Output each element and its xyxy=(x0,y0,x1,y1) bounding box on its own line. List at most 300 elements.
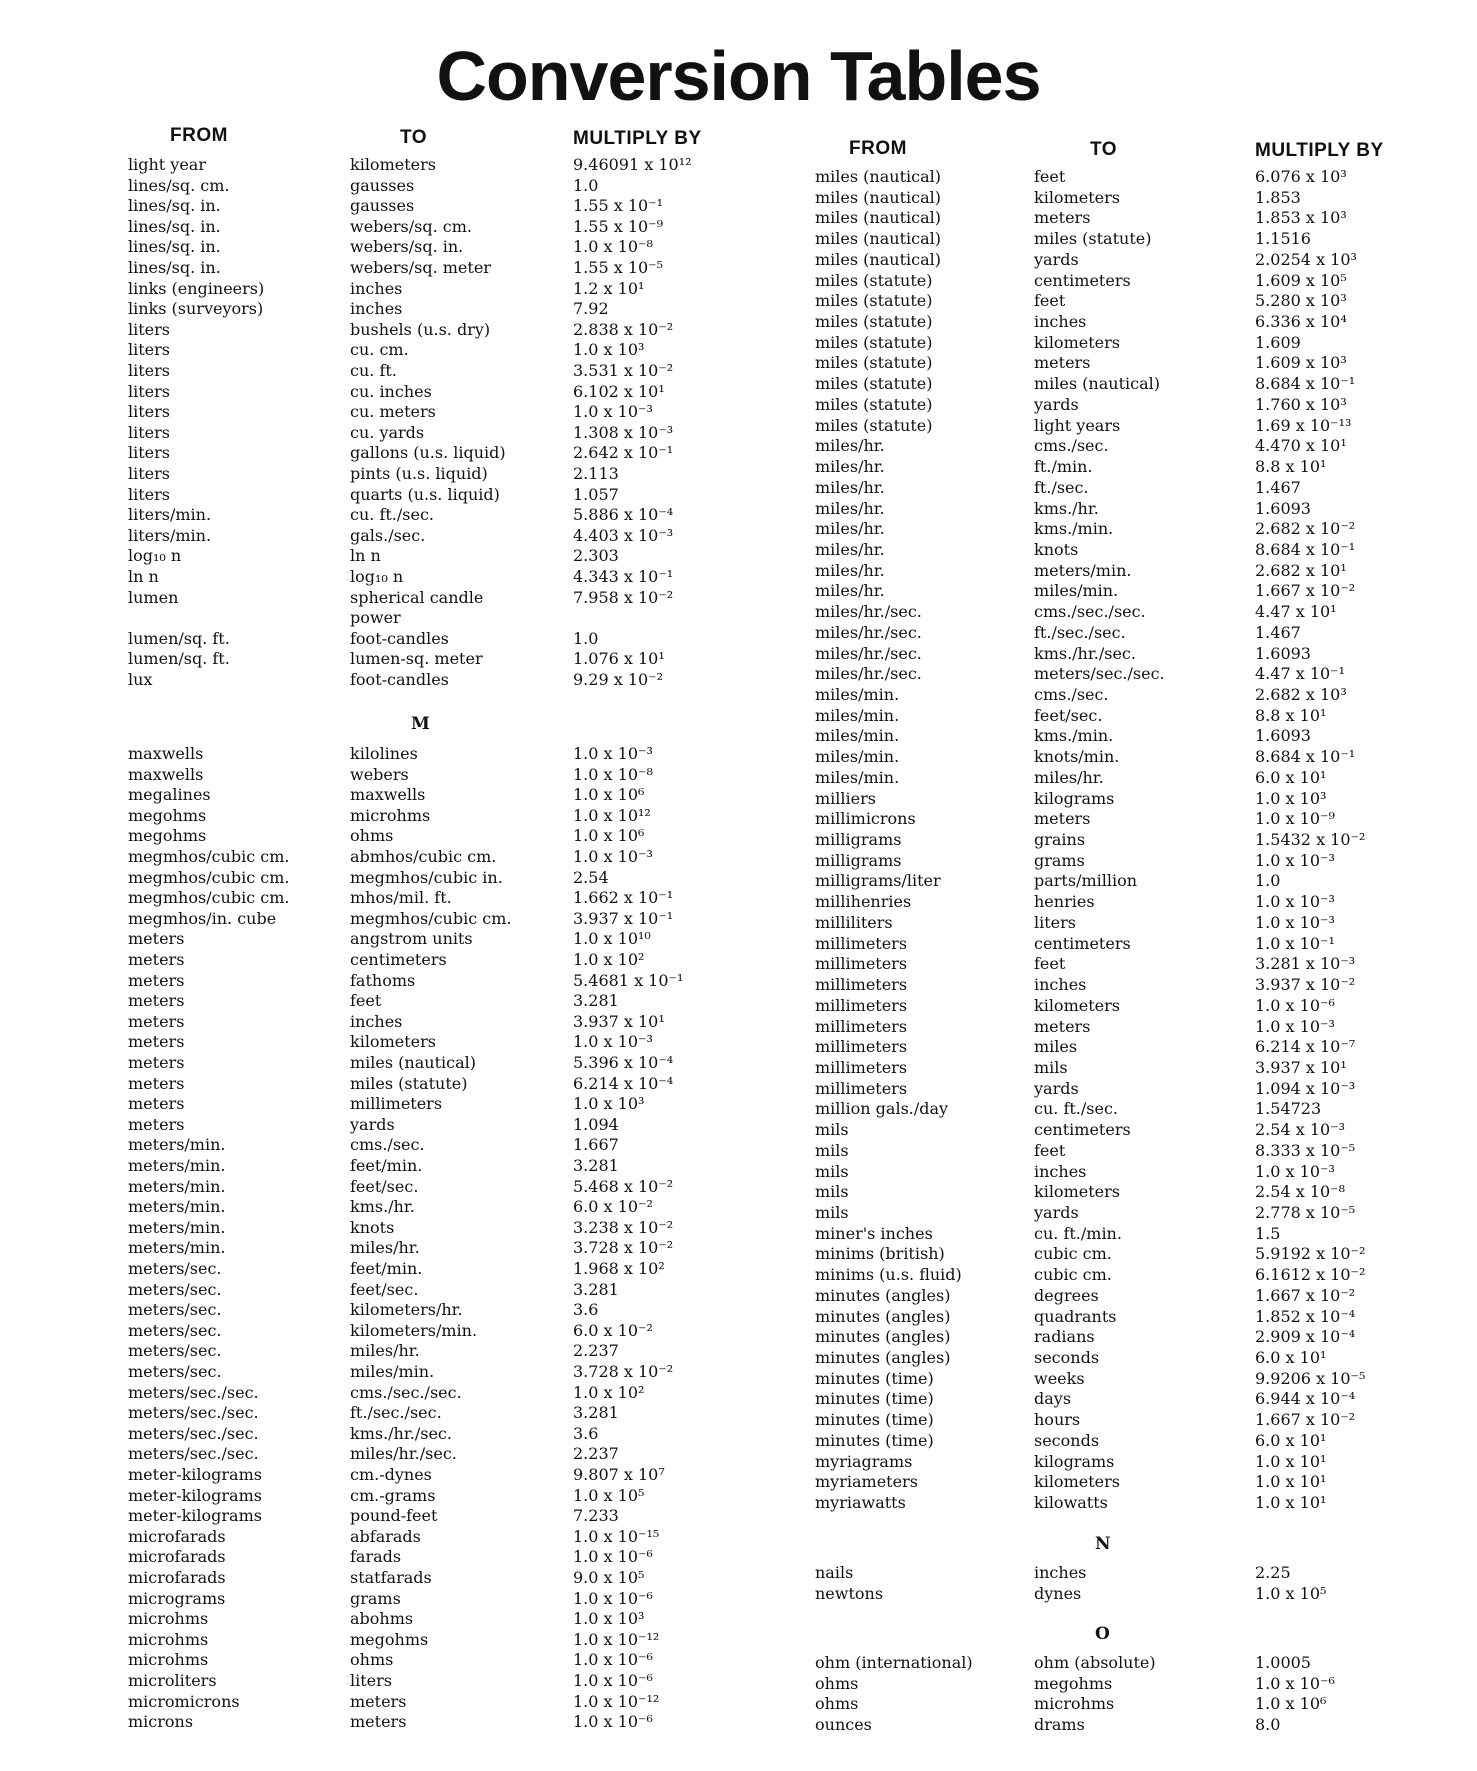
table-row xyxy=(815,1224,1477,1245)
table-row xyxy=(815,457,1477,478)
to-cell: webers/sq. meter xyxy=(350,258,491,277)
to-cell: microhms xyxy=(1034,1694,1115,1714)
multiply-by-cell: 1.609 xyxy=(1255,332,1301,352)
multiply-by-cell: 3.281 xyxy=(573,991,619,1011)
multiply-by-cell: 1.667 x 10⁻² xyxy=(1255,581,1356,601)
to-cell: kms./hr. xyxy=(1034,498,1099,518)
table-row xyxy=(815,1244,1477,1265)
table-row xyxy=(128,909,808,930)
from-cell: liters/min. xyxy=(128,525,212,545)
from-cell: millimeters xyxy=(815,995,908,1015)
multiply-by-cell: 6.102 x 10¹ xyxy=(573,381,665,401)
from-cell: lines/sq. cm. xyxy=(128,175,230,195)
multiply-by-cell: 1.0 x 10⁶ xyxy=(1255,1694,1327,1714)
table-row xyxy=(128,1424,808,1445)
from-cell: liters xyxy=(128,402,170,422)
multiply-by-cell: 2.237 xyxy=(573,1341,619,1361)
multiply-by-cell: 1.0 x 10⁻⁸ xyxy=(573,237,653,257)
to-cell: yards xyxy=(1034,1203,1079,1222)
to-cell: inches xyxy=(1034,312,1087,332)
from-cell: miles (nautical) xyxy=(815,208,941,228)
to-cell: meters xyxy=(1034,208,1091,228)
multiply-by-cell: 6.1612 x 10⁻² xyxy=(1255,1265,1366,1285)
table-row xyxy=(815,685,1477,706)
table-row xyxy=(815,768,1477,789)
from-cell: links (surveyors) xyxy=(128,299,264,319)
multiply-by-cell: 1.0 x 10¹⁰ xyxy=(573,929,651,949)
table-row xyxy=(815,975,1477,996)
from-cell: miles (nautical) xyxy=(815,187,941,207)
to-cell: miles/hr. xyxy=(350,1341,420,1361)
from-cell: minutes (angles) xyxy=(815,1348,951,1368)
from-cell: meters xyxy=(128,1073,185,1093)
table-row xyxy=(128,1300,808,1321)
header-to: TO xyxy=(400,127,428,148)
multiply-by-cell: 2.682 x 10¹ xyxy=(1255,560,1347,580)
to-cell: feet/min. xyxy=(350,1156,423,1175)
from-cell: miles/hr./sec. xyxy=(815,602,922,622)
table-row xyxy=(128,155,808,176)
table-row xyxy=(815,1369,1477,1390)
multiply-by-cell: 1.1516 xyxy=(1255,229,1311,249)
multiply-by-cell: 1.0 x 10⁻³ xyxy=(573,744,653,763)
table-row xyxy=(128,826,808,847)
multiply-by-cell: 1.609 x 10⁵ xyxy=(1255,270,1347,290)
to-cell: cubic cm. xyxy=(1034,1265,1112,1285)
table-row xyxy=(128,1177,808,1198)
from-cell: ohms xyxy=(815,1673,859,1693)
from-cell: millimeters xyxy=(815,1057,908,1077)
from-cell: miles (statute) xyxy=(815,270,933,290)
from-cell: lumen/sq. ft. xyxy=(128,649,230,669)
multiply-by-cell: 1.0 x 10² xyxy=(573,950,645,969)
to-cell: feet/min. xyxy=(350,1259,423,1278)
to-cell: ft./sec./sec. xyxy=(350,1403,442,1423)
to-cell: knots xyxy=(350,1217,395,1237)
multiply-by-cell: 1.057 xyxy=(573,484,619,504)
multiply-by-cell: 1.5 xyxy=(1255,1223,1281,1243)
to-cell: ohms xyxy=(350,826,394,846)
table-row xyxy=(128,1568,808,1589)
to-cell: miles (statute) xyxy=(350,1073,468,1093)
multiply-by-cell: 3.937 x 10⁻¹ xyxy=(573,908,674,928)
to-cell: grams xyxy=(1034,850,1085,870)
table-row xyxy=(815,519,1477,540)
from-cell: miles/hr. xyxy=(815,519,885,539)
table-row xyxy=(128,1486,808,1507)
table-row xyxy=(128,1712,808,1733)
multiply-by-cell: 5.886 x 10⁻⁴ xyxy=(573,505,674,525)
table-row xyxy=(815,374,1477,395)
to-cell: dynes xyxy=(1034,1583,1082,1603)
to-cell: gallons (u.s. liquid) xyxy=(350,443,506,463)
from-cell: liters xyxy=(128,319,170,339)
to-cell: cms./sec. xyxy=(1034,685,1109,704)
multiply-by-cell: 1.0 x 10⁻⁹ xyxy=(1255,809,1335,829)
table-row xyxy=(128,1383,808,1404)
to-cell: cm.-grams xyxy=(350,1485,436,1505)
multiply-by-cell: 8.0 xyxy=(1255,1714,1281,1734)
from-cell: microhms xyxy=(128,1609,209,1629)
from-cell: millimeters xyxy=(815,954,908,974)
to-cell: log₁₀ n xyxy=(350,567,404,586)
multiply-by-cell: 9.0 x 10⁵ xyxy=(573,1568,645,1587)
to-cell: yards xyxy=(1034,249,1079,269)
table-row xyxy=(128,1341,808,1362)
table-row xyxy=(815,1182,1477,1203)
table-row xyxy=(128,1444,808,1465)
table-row xyxy=(815,271,1477,292)
from-cell: megalines xyxy=(128,785,211,805)
to-cell: kilometers xyxy=(1034,995,1120,1015)
multiply-by-cell: 1.467 xyxy=(1255,622,1301,642)
table-row xyxy=(128,1321,808,1342)
from-cell: millimeters xyxy=(815,975,908,995)
from-cell: minutes (angles) xyxy=(815,1327,951,1347)
to-cell: degrees xyxy=(1034,1285,1099,1305)
table-row xyxy=(815,954,1477,975)
table-row xyxy=(815,1265,1477,1286)
from-cell: meters/min. xyxy=(128,1238,226,1258)
from-cell: meters xyxy=(128,1094,185,1114)
multiply-by-cell: 1.2 x 10¹ xyxy=(573,278,645,298)
to-cell: inches xyxy=(1034,975,1087,995)
from-cell: meters/sec./sec. xyxy=(128,1382,259,1402)
to-cell: seconds xyxy=(1034,1348,1100,1368)
table-row xyxy=(128,217,808,238)
from-cell: meters/sec./sec. xyxy=(128,1423,259,1443)
multiply-by-cell: 2.237 xyxy=(573,1444,619,1464)
to-cell: centimeters xyxy=(1034,1120,1131,1140)
from-cell: miles/min. xyxy=(815,767,900,787)
multiply-by-cell: 5.4681 x 10⁻¹ xyxy=(573,970,684,990)
to-cell: maxwells xyxy=(350,785,426,805)
from-cell: miles/hr. xyxy=(815,457,885,477)
multiply-by-cell: 1.609 x 10³ xyxy=(1255,353,1347,373)
to-cell: miles (statute) xyxy=(1034,229,1152,249)
multiply-by-cell: 8.8 x 10¹ xyxy=(1255,457,1327,477)
from-cell: milligrams xyxy=(815,830,902,850)
table-row xyxy=(815,1431,1477,1452)
from-cell: miles/min. xyxy=(815,726,900,746)
to-cell: fathoms xyxy=(350,970,416,990)
from-cell: lumen/sq. ft. xyxy=(128,628,230,648)
to-cell: megmhos/cubic in. xyxy=(350,867,503,887)
to-cell: feet xyxy=(1034,291,1066,311)
to-cell: kms./min. xyxy=(1034,519,1114,539)
to-cell: foot-candles xyxy=(350,670,449,689)
from-cell: meters/sec./sec. xyxy=(128,1403,259,1423)
to-cell: miles/hr./sec. xyxy=(350,1444,457,1464)
to-cell: statfarads xyxy=(350,1568,432,1587)
to-cell: kms./min. xyxy=(1034,726,1114,746)
from-cell: miles (statute) xyxy=(815,291,933,311)
from-cell: miles/hr. xyxy=(815,581,885,601)
from-cell: log₁₀ n xyxy=(128,546,182,566)
from-cell: megohms xyxy=(128,826,207,846)
table-row xyxy=(815,1286,1477,1307)
multiply-by-cell: 3.728 x 10⁻² xyxy=(573,1238,674,1258)
to-cell: miles/min. xyxy=(350,1362,435,1381)
from-cell: meters/sec. xyxy=(128,1341,222,1361)
multiply-by-cell: 6.0 x 10¹ xyxy=(1255,1430,1327,1450)
to-cell: foot-candles xyxy=(350,628,449,648)
multiply-by-cell: 3.281 xyxy=(573,1403,619,1423)
multiply-by-cell: 3.937 x 10⁻² xyxy=(1255,975,1356,995)
multiply-by-cell: 1.0 x 10⁻⁶ xyxy=(573,1547,653,1567)
table-row xyxy=(815,809,1477,830)
to-cell: liters xyxy=(350,1671,392,1690)
multiply-by-cell: 6.0 x 10⁻² xyxy=(573,1320,653,1340)
multiply-by-cell: 1.760 x 10³ xyxy=(1255,394,1347,414)
table-row xyxy=(815,1307,1477,1328)
from-cell: links (engineers) xyxy=(128,278,265,298)
multiply-by-cell: 1.0 x 10⁶ xyxy=(573,826,645,846)
multiply-by-cell: 1.0 x 10⁵ xyxy=(573,1485,645,1505)
multiply-by-cell: 1.0 x 10¹ xyxy=(1255,1451,1327,1471)
to-cell: kilometers xyxy=(1034,187,1120,207)
table-row xyxy=(815,1348,1477,1369)
table-row xyxy=(128,320,808,341)
multiply-by-cell: 3.728 x 10⁻² xyxy=(573,1362,674,1381)
to-cell: ft./sec. xyxy=(1034,477,1089,497)
from-cell: miles/min. xyxy=(815,705,900,725)
from-cell: minutes (time) xyxy=(815,1410,934,1430)
from-cell: minutes (time) xyxy=(815,1368,934,1388)
multiply-by-cell: 6.336 x 10⁴ xyxy=(1255,312,1347,332)
from-cell: mils xyxy=(815,1182,849,1202)
to-cell: inches xyxy=(350,278,403,298)
table-row xyxy=(815,1410,1477,1431)
to-cell: kilolines xyxy=(350,744,418,763)
multiply-by-cell: 9.46091 x 10¹² xyxy=(573,155,692,174)
multiply-by-cell: 2.113 xyxy=(573,464,619,483)
table-row xyxy=(128,765,808,786)
multiply-by-cell: 4.47 x 10⁻¹ xyxy=(1255,664,1346,684)
from-cell: micrograms xyxy=(128,1588,226,1608)
to-cell: meters xyxy=(1034,353,1091,373)
to-cell: yards xyxy=(1034,394,1079,414)
from-cell: miles/hr./sec. xyxy=(815,643,922,663)
table-row xyxy=(128,847,808,868)
from-cell: meters/sec. xyxy=(128,1300,222,1320)
multiply-by-cell: 2.642 x 10⁻¹ xyxy=(573,443,674,463)
multiply-by-cell: 9.9206 x 10⁻⁵ xyxy=(1255,1368,1366,1388)
from-cell: miles/hr./sec. xyxy=(815,622,922,642)
to-cell: cms./sec. xyxy=(1034,436,1109,456)
multiply-by-cell: 1.0 x 10¹ xyxy=(1255,1493,1327,1513)
from-cell: minutes (time) xyxy=(815,1389,934,1409)
table-row xyxy=(128,1074,808,1095)
to-cell: power xyxy=(350,608,401,628)
to-cell: feet xyxy=(1034,954,1066,974)
multiply-by-cell: 1.0 x 10⁻⁸ xyxy=(573,764,653,784)
table-row xyxy=(128,1692,808,1713)
to-cell: cu. ft./sec. xyxy=(350,505,434,525)
from-cell: microfarads xyxy=(128,1568,226,1587)
to-cell: knots xyxy=(1034,539,1079,559)
to-cell: farads xyxy=(350,1547,402,1567)
multiply-by-cell: 1.0 xyxy=(573,175,599,195)
table-row xyxy=(815,1120,1477,1141)
multiply-by-cell: 6.944 x 10⁻⁴ xyxy=(1255,1389,1356,1409)
from-cell: meter-kilograms xyxy=(128,1506,262,1526)
to-cell: gausses xyxy=(350,175,415,195)
table-row xyxy=(128,1156,808,1177)
table-row xyxy=(815,312,1477,333)
multiply-by-cell: 3.937 x 10¹ xyxy=(1255,1057,1347,1077)
multiply-by-cell: 2.909 x 10⁻⁴ xyxy=(1255,1327,1356,1347)
from-cell: liters xyxy=(128,381,170,401)
table-row xyxy=(128,608,808,629)
table-row xyxy=(128,546,808,567)
from-cell: megohms xyxy=(128,805,207,825)
table-row xyxy=(815,830,1477,851)
multiply-by-cell: 1.667 xyxy=(573,1135,619,1155)
section-letter-n: N xyxy=(1095,1534,1111,1554)
table-row xyxy=(815,1099,1477,1120)
multiply-by-cell: 1.968 x 10² xyxy=(573,1259,665,1278)
from-cell: microliters xyxy=(128,1671,217,1690)
from-cell: miles/min. xyxy=(815,685,900,704)
table-row xyxy=(815,561,1477,582)
to-cell: gals./sec. xyxy=(350,525,426,545)
to-cell: parts/million xyxy=(1034,871,1138,891)
from-cell: liters xyxy=(128,361,170,380)
multiply-by-cell: 1.0 x 10⁻³ xyxy=(573,847,653,866)
from-cell: meters xyxy=(128,970,185,990)
multiply-by-cell: 1.094 xyxy=(573,1114,619,1134)
from-cell: meters xyxy=(128,1032,185,1052)
from-cell: megmhos/cubic cm. xyxy=(128,888,290,908)
table-row xyxy=(128,258,808,279)
from-cell: microhms xyxy=(128,1650,209,1670)
from-cell: milliliters xyxy=(815,912,893,932)
multiply-by-cell: 1.55 x 10⁻¹ xyxy=(573,196,664,216)
to-cell: millimeters xyxy=(350,1094,443,1114)
table-row xyxy=(815,333,1477,354)
table-row xyxy=(128,423,808,444)
table-row xyxy=(815,478,1477,499)
from-cell: mils xyxy=(815,1203,849,1222)
multiply-by-cell: 8.8 x 10¹ xyxy=(1255,705,1327,725)
to-cell: ln n xyxy=(350,546,381,566)
table-row xyxy=(128,991,808,1012)
table-row xyxy=(128,1135,808,1156)
table-row xyxy=(815,934,1477,955)
from-cell: liters xyxy=(128,464,170,483)
multiply-by-cell: 3.6 xyxy=(573,1300,599,1320)
multiply-by-cell: 2.682 x 10⁻² xyxy=(1255,519,1356,539)
table-row xyxy=(128,629,808,650)
multiply-by-cell: 1.0 x 10⁻³ xyxy=(1255,850,1335,870)
multiply-by-cell: 1.0 x 10⁻⁶ xyxy=(573,1671,653,1690)
from-cell: megmhos/cubic cm. xyxy=(128,867,290,887)
multiply-by-cell: 1.0 x 10⁻³ xyxy=(573,402,653,422)
table-row xyxy=(815,726,1477,747)
multiply-by-cell: 1.6093 xyxy=(1255,726,1311,746)
table-row xyxy=(815,167,1477,188)
from-cell: million gals./day xyxy=(815,1099,949,1119)
to-cell: hours xyxy=(1034,1410,1081,1430)
table-row xyxy=(128,868,808,889)
to-cell: kilograms xyxy=(1034,1451,1115,1471)
table-row xyxy=(128,1589,808,1610)
from-cell: meter-kilograms xyxy=(128,1485,262,1505)
table-row xyxy=(128,785,808,806)
from-cell: liters/min. xyxy=(128,505,212,525)
from-cell: meters/sec./sec. xyxy=(128,1444,259,1464)
from-cell: lines/sq. in. xyxy=(128,216,221,236)
to-cell: knots/min. xyxy=(1034,747,1120,767)
to-cell: feet/sec. xyxy=(1034,705,1103,725)
multiply-by-cell: 3.281 xyxy=(573,1279,619,1299)
table-row xyxy=(815,208,1477,229)
table-row xyxy=(815,1389,1477,1410)
multiply-by-cell: 1.852 x 10⁻⁴ xyxy=(1255,1306,1356,1326)
table-row xyxy=(128,279,808,300)
table-row xyxy=(128,237,808,258)
multiply-by-cell: 1.0 x 10⁻³ xyxy=(1255,892,1335,912)
multiply-by-cell: 5.468 x 10⁻² xyxy=(573,1176,674,1196)
multiply-by-cell: 1.0 x 10⁻⁶ xyxy=(573,1588,653,1608)
to-cell: inches xyxy=(350,299,403,319)
to-cell: miles (nautical) xyxy=(350,1053,476,1072)
table-row xyxy=(815,913,1477,934)
from-cell: myriawatts xyxy=(815,1493,906,1513)
table-row xyxy=(128,929,808,950)
multiply-by-cell: 5.9192 x 10⁻² xyxy=(1255,1244,1366,1264)
table-row xyxy=(128,1094,808,1115)
to-cell: miles (nautical) xyxy=(1034,374,1160,394)
multiply-by-cell: 1.0 x 10⁻³ xyxy=(573,1032,653,1052)
multiply-by-cell: 1.0 x 10⁻⁶ xyxy=(573,1712,653,1732)
to-cell: ohms xyxy=(350,1650,394,1670)
from-cell: meters/sec. xyxy=(128,1362,222,1381)
to-cell: kms./hr. xyxy=(350,1197,415,1217)
table-row xyxy=(128,1465,808,1486)
multiply-by-cell: 8.684 x 10⁻¹ xyxy=(1255,374,1356,394)
to-cell: meters/sec./sec. xyxy=(1034,664,1165,684)
to-cell: liters xyxy=(1034,912,1076,932)
to-cell: abmhos/cubic cm. xyxy=(350,847,497,866)
table-row xyxy=(128,1032,808,1053)
multiply-by-cell: 1.0 x 10² xyxy=(573,1382,645,1402)
multiply-by-cell: 6.076 x 10³ xyxy=(1255,167,1347,186)
table-row xyxy=(128,1280,808,1301)
multiply-by-cell: 1.0 x 10⁻¹² xyxy=(573,1629,660,1649)
table-row xyxy=(815,1452,1477,1473)
from-cell: miles (statute) xyxy=(815,415,933,435)
multiply-by-cell: 1.0 x 10⁻⁶ xyxy=(1255,1673,1335,1693)
multiply-by-cell: 1.853 xyxy=(1255,187,1301,207)
to-cell: megohms xyxy=(350,1629,429,1649)
from-cell: lumen xyxy=(128,587,179,607)
to-cell: abfarads xyxy=(350,1526,421,1546)
multiply-by-cell: 3.531 x 10⁻² xyxy=(573,361,674,380)
from-cell: lines/sq. in. xyxy=(128,237,221,257)
multiply-by-cell: 2.54 x 10⁻⁸ xyxy=(1255,1182,1346,1202)
table-row xyxy=(128,971,808,992)
table-row xyxy=(128,588,808,609)
from-cell: miles (statute) xyxy=(815,394,933,414)
multiply-by-cell: 2.838 x 10⁻² xyxy=(573,319,674,339)
multiply-by-cell: 2.54 x 10⁻³ xyxy=(1255,1120,1346,1140)
header-multiply-by: MULTIPLY BY xyxy=(1255,140,1384,161)
from-cell: meters/sec. xyxy=(128,1279,222,1299)
to-cell: cms./sec./sec. xyxy=(350,1382,462,1402)
multiply-by-cell: 1.0 x 10⁶ xyxy=(573,785,645,805)
